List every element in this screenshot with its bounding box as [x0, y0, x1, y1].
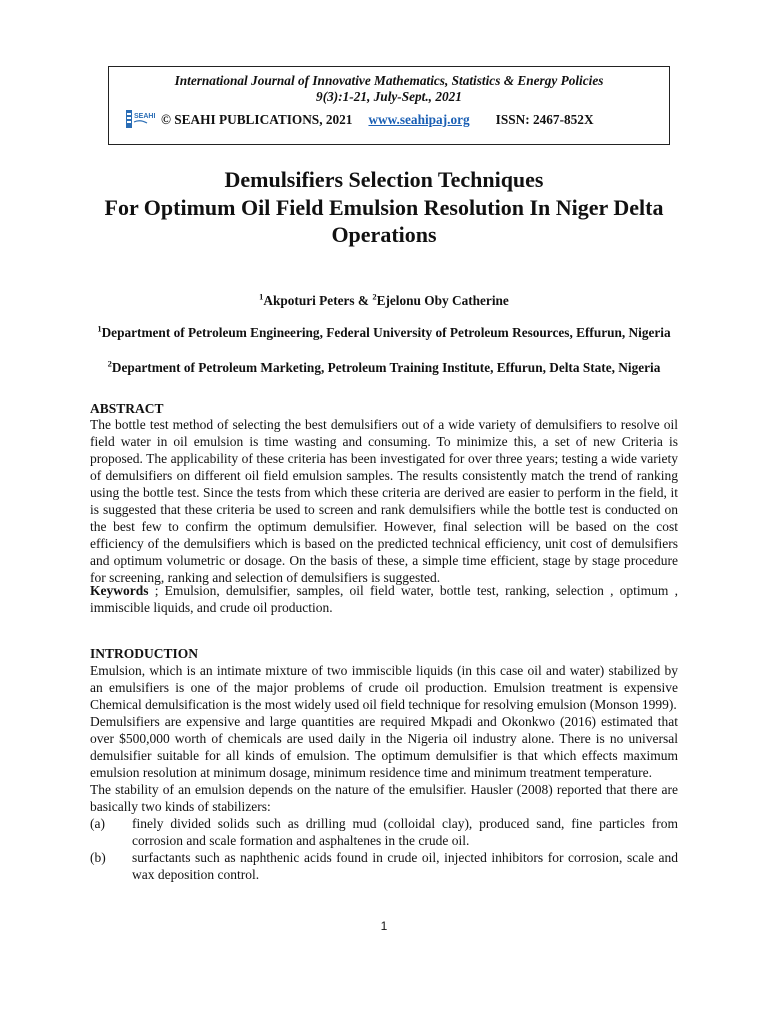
abstract-heading: ABSTRACT [90, 401, 164, 416]
keywords-text: ; Emulsion, demulsifier, samples, oil field water, bottle test, ranking, selection , optimum , immiscible liquids, and crude oil production. [90, 583, 678, 615]
author-2-superscript: 2 [372, 291, 377, 302]
introduction-heading: INTRODUCTION [90, 646, 199, 661]
author-1-superscript: 1 [259, 291, 264, 302]
list-label: (b) [90, 850, 106, 865]
journal-name: International Journal of Innovative Mathematics, Statistics & Energy Policies [174, 73, 604, 88]
publisher-copyright: © SEAHI PUBLICATIONS, 2021 [161, 112, 353, 127]
page-number: 1 [380, 919, 388, 933]
publisher-line [125, 107, 669, 133]
affiliation-1-text: Department of Petroleum Engineering, Federal University of Petroleum Resources, Effurun, Nigeria [101, 325, 671, 340]
seahi-logo-icon [125, 107, 155, 133]
logo-text: SEAHI [134, 113, 155, 120]
title-line-2: For Optimum Oil Field Emulsion Resolution In Niger Delta [104, 194, 664, 220]
intro-paragraph-3: The stability of an emulsion depends on the nature of the emulsifier. Hausler (2008) reported that there are basically two kinds of stabilizers: [90, 782, 678, 814]
list-label: (a) [90, 816, 105, 831]
title-line-1: Demulsifiers Selection Techniques [224, 167, 544, 192]
list-text: surfactants such as naphthenic acids found in crude oil, injected inhibitors for corrosion, scale and wax deposition control. [132, 850, 678, 882]
keywords [90, 582, 678, 616]
affiliation-2 [60, 360, 708, 377]
title-line-3: Operations [331, 222, 437, 247]
introduction-body [90, 662, 678, 883]
paper-title [60, 166, 708, 249]
keywords-label: Keywords [90, 583, 149, 598]
affiliation-1-superscript: 1 [97, 323, 102, 334]
stabilizer-item-b [90, 849, 678, 883]
author-1: Akpoturi Peters & [263, 293, 373, 308]
author-2: Ejelonu Oby Catherine [376, 293, 509, 308]
intro-paragraph-2: Demulsifiers are expensive and large quantities are required Mkpadi and Okonkwo (2016) estimated that over $500,000 worth of chemicals are used daily in the Nigeria oil industry alone. There is no universal demulsifier suitable for all kinds of emulsion. The optimum demulsifier is that which effects maximum emulsion resolution at minimum dosage, minimum residence time and minimum treatment temperature. [90, 714, 678, 780]
affiliation-2-superscript: 2 [107, 358, 112, 369]
publisher-link[interactable]: www.seahipaj.org [368, 112, 470, 127]
journal-issue: 9(3):1-21, July-Sept., 2021 [316, 89, 462, 104]
intro-paragraph-1: Emulsion, which is an intimate mixture of two immiscible liquids (in this case oil and water) stabilized by an emulsifiers is one of the major problems of crude oil production. Emulsion treatment is expensive Chemical demulsification is the most widely used oil field technique for resolving emulsion (Monson 1999). [90, 663, 678, 712]
journal-header-box [108, 66, 670, 145]
list-text: finely divided solids such as drilling mud (colloidal clay), produced sand, fine particles from corrosion and scale formation and asphaltenes in the crude oil. [132, 816, 678, 848]
author-list [0, 293, 768, 309]
issn: ISSN: 2467-852X [495, 112, 594, 127]
stabilizer-item-a [90, 815, 678, 849]
affiliation-1 [90, 325, 678, 342]
abstract-text: The bottle test method of selecting the best demulsifiers out of a wide variety of demulsifiers to resolve oil field water in oil emulsion is time wasting and consuming. To minimize this, a set of new Criteria is proposed. The applicability of these criteria has been investigated for over three years; testing a wide variety of demulsifiers on different oil field emulsion samples. The results consistently match the trend of ranking using the bottle test. Since the tests from which these criteria are derived are easier to perform in the field, it is suggested that these criteria be used to screen and rank demulsifiers while the bottle test is conducted on the best few to confirm the optimum demulsifier. However, final selection will be based on the cost efficiency of the demulsifiers which is based on the predicted technical efficiency, unit cost of demulsifiers and optimum volumetric or dosage. On the basis of these, a simple time efficient, stage by stage procedure for screening, ranking and selection of demulsifiers is suggested. [90, 417, 678, 585]
affiliation-2-text: Department of Petroleum Marketing, Petroleum Training Institute, Effurun, Delta State, Nigeria [111, 360, 661, 375]
